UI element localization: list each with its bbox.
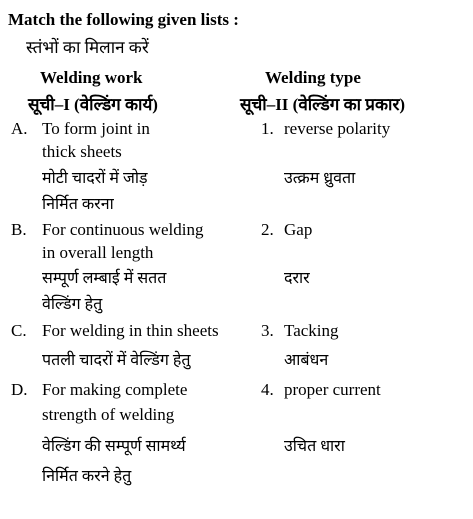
question-title: Match the following given lists : [8,10,239,29]
list2-item-4-number: 4. [261,380,274,399]
list1-item-b-hindi: वेल्डिंग हेतु [42,296,103,313]
list1-item-d-text: strength of welding [42,405,175,424]
list2-item-3-number: 3. [261,321,274,340]
list2-item-1-text: reverse polarity [284,119,391,138]
list1-item-a-text: thick sheets [42,142,122,161]
list1-heading: Welding work [40,68,143,87]
list2-item-2-hindi: दरार [284,270,310,287]
list1-item-b-hindi: सम्पूर्ण लम्बाई में सतत [42,270,167,287]
list1-item-a-letter: A. [11,119,28,138]
list1-item-d-hindi: वेल्डिंग की सम्पूर्ण सामर्थ्य [42,438,186,455]
list2-item-3-hindi: आबंधन [284,352,329,369]
list2-item-2-number: 2. [261,220,274,239]
list1-item-b-text: For continuous welding [42,220,204,239]
question-subtitle-hindi: स्तंभों का मिलान करें [26,38,149,57]
list2-item-4-text: proper current [284,380,381,399]
list1-item-a-hindi: निर्मित करना [42,196,114,213]
list2-heading: Welding type [265,68,361,87]
list1-item-c-letter: C. [11,321,27,340]
list2-item-1-hindi: उत्क्रम ध्रुवता [284,170,356,187]
list1-item-d-hindi: निर्मित करने हेतु [42,468,132,485]
list2-subheading: सूची–II (वेल्डिंग का प्रकार) [240,95,406,114]
list1-item-d-letter: D. [11,380,28,399]
list1-item-b-text: in overall length [42,243,154,262]
list2-item-1-number: 1. [261,119,274,138]
list1-item-b-letter: B. [11,220,27,239]
list1-item-c-hindi: पतली चादरों में वेल्डिंग हेतु [42,352,191,369]
list1-item-a-hindi: मोटी चादरों में जोड़ [42,170,148,187]
list2-item-3-text: Tacking [284,321,339,340]
list1-item-d-text: For making complete [42,380,188,399]
list1-item-c-text: For welding in thin sheets [42,321,219,340]
list1-subheading: सूची–I (वेल्डिंग कार्य) [28,95,158,114]
list1-item-a-text: To form joint in [42,119,150,138]
list2-item-2-text: Gap [284,220,313,239]
list2-item-4-hindi: उचित धारा [284,438,345,455]
